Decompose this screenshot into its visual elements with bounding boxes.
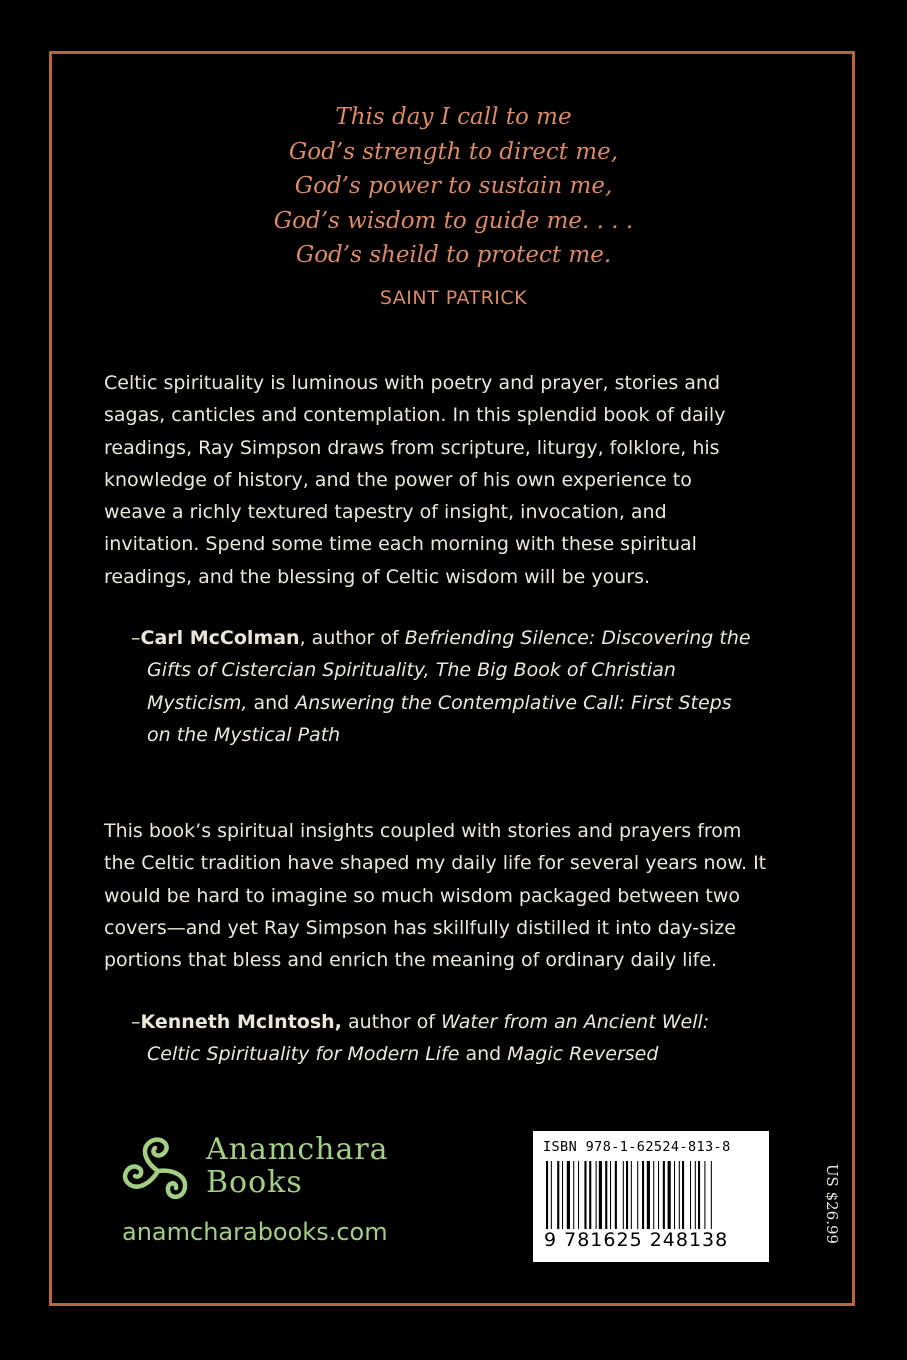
barcode-bar xyxy=(653,1161,654,1229)
barcode-bar xyxy=(690,1161,691,1229)
book-title: Answering the Contemplative Call: First Steps xyxy=(295,691,732,714)
conjunction-text: and xyxy=(247,691,296,714)
barcode-bar xyxy=(698,1161,700,1229)
barcode-bar xyxy=(668,1161,671,1229)
barcode-bar xyxy=(623,1161,624,1229)
endorsement-dash: – xyxy=(131,1011,141,1033)
barcode-bar xyxy=(605,1161,607,1229)
price-label: US $26.99 xyxy=(823,1163,842,1245)
blurb-line: invitation. Spend some time each morning with these spiritual xyxy=(104,533,697,556)
barcode-bar xyxy=(567,1161,570,1229)
blurb-paragraph-2 xyxy=(104,815,804,976)
endorsement-dash: – xyxy=(131,627,141,649)
blurb-line: readings, and the blessing of Celtic wisdom will be yours. xyxy=(104,565,651,588)
blurb-line: This book’s spiritual insights coupled with stories and prayers from xyxy=(104,820,742,842)
barcode-bar xyxy=(562,1161,563,1229)
barcode-bar xyxy=(704,1161,705,1229)
publisher-logo xyxy=(118,1133,418,1203)
barcode-bar xyxy=(711,1161,712,1229)
endorsement-1 xyxy=(131,622,751,751)
barcode-bars xyxy=(546,1161,756,1229)
isbn-digits: 9 781625 248138 xyxy=(544,1229,729,1251)
poem-line: This day I call to me xyxy=(335,104,572,130)
book-title: on the Mystical Path xyxy=(147,723,341,746)
blurb-line: would be hard to imagine so much wisdom packaged between two xyxy=(104,884,741,907)
barcode-bar xyxy=(642,1161,644,1229)
book-title: Gifts of Cistercian Spirituality, The Big Book of Christian xyxy=(147,659,676,682)
book-title: Water from an Ancient Well: xyxy=(440,1011,710,1033)
blurb-paragraph-1 xyxy=(104,367,804,593)
barcode-bar xyxy=(589,1161,591,1229)
barcode-bar xyxy=(658,1161,659,1229)
author-of-text: , author of xyxy=(299,627,405,649)
barcode-bar xyxy=(557,1161,559,1229)
book-title: Celtic Spirituality for Modern Life xyxy=(147,1043,460,1066)
barcode-bar xyxy=(599,1161,602,1229)
endorser-name: Kenneth McIntosh, xyxy=(140,1011,342,1033)
barcode-bar xyxy=(584,1161,586,1229)
publisher-name-line2: Books xyxy=(206,1165,303,1200)
publisher-name-line1: Anamchara xyxy=(206,1132,389,1167)
blurb-line: readings, Ray Simpson draws from scripture, liturgy, folklore, his xyxy=(104,436,720,459)
barcode-bar xyxy=(679,1161,680,1229)
blurb-line: knowledge of history, and the power of his own experience to xyxy=(104,468,692,491)
barcode-bar xyxy=(615,1161,617,1229)
poem-attribution: SAINT PATRICK xyxy=(379,286,528,309)
publisher-website: anamcharabooks.com xyxy=(122,1218,388,1246)
poem-line: God’s wisdom to guide me. . . . xyxy=(273,207,634,234)
blurb-line: portions that bless and enrich the meaning of ordinary daily life. xyxy=(104,949,718,972)
book-title: Befriending Silence: Discovering the xyxy=(404,627,751,649)
book-title: Mysticism, xyxy=(147,691,248,714)
barcode-bar xyxy=(682,1161,684,1229)
barcode-bar xyxy=(546,1161,548,1229)
poem-line: God’s strength to direct me, xyxy=(288,138,619,165)
isbn-label: ISBN 978-1-62524-813-8 xyxy=(543,1139,731,1155)
poem-line: God’s sheild to protect me. xyxy=(295,242,612,268)
barcode-bar xyxy=(631,1161,632,1229)
blurb-line: sagas, canticles and contemplation. In this splendid book of daily xyxy=(104,404,726,427)
barcode-bar xyxy=(596,1161,597,1229)
barcode-bar xyxy=(578,1161,579,1229)
poem-line: God’s power to sustain me, xyxy=(294,173,613,199)
blurb-line: the Celtic tradition have shaped my daily life for several years now. It xyxy=(104,852,767,875)
endorser-name: Carl McColman xyxy=(140,627,300,649)
barcode-bar xyxy=(551,1161,552,1229)
isbn-barcode xyxy=(533,1131,769,1262)
conjunction-text: and xyxy=(459,1043,508,1066)
publisher-name xyxy=(206,1133,389,1199)
author-of-text: author of xyxy=(341,1011,441,1033)
barcode-bar xyxy=(695,1161,696,1229)
blurb-line: Celtic spirituality is luminous with poetry and prayer, stories and xyxy=(104,372,721,394)
blurb-line: weave a richly textured tapestry of insight, invocation, and xyxy=(104,501,667,524)
endorsement-2 xyxy=(131,1006,709,1071)
barcode-bar xyxy=(637,1161,638,1229)
epigraph-poem xyxy=(0,100,907,309)
barcode-bar xyxy=(573,1161,574,1229)
barcode-bar xyxy=(626,1161,628,1229)
book-title: Magic Reversed xyxy=(507,1043,659,1066)
triskele-icon xyxy=(118,1133,198,1205)
blurb-line: covers—and yet Ray Simpson has skillfully distilled it into day-size xyxy=(104,916,736,939)
barcode-bar xyxy=(674,1161,675,1229)
barcode-bar xyxy=(610,1161,611,1229)
barcode-bar xyxy=(663,1161,665,1229)
barcode-bar xyxy=(647,1161,650,1229)
